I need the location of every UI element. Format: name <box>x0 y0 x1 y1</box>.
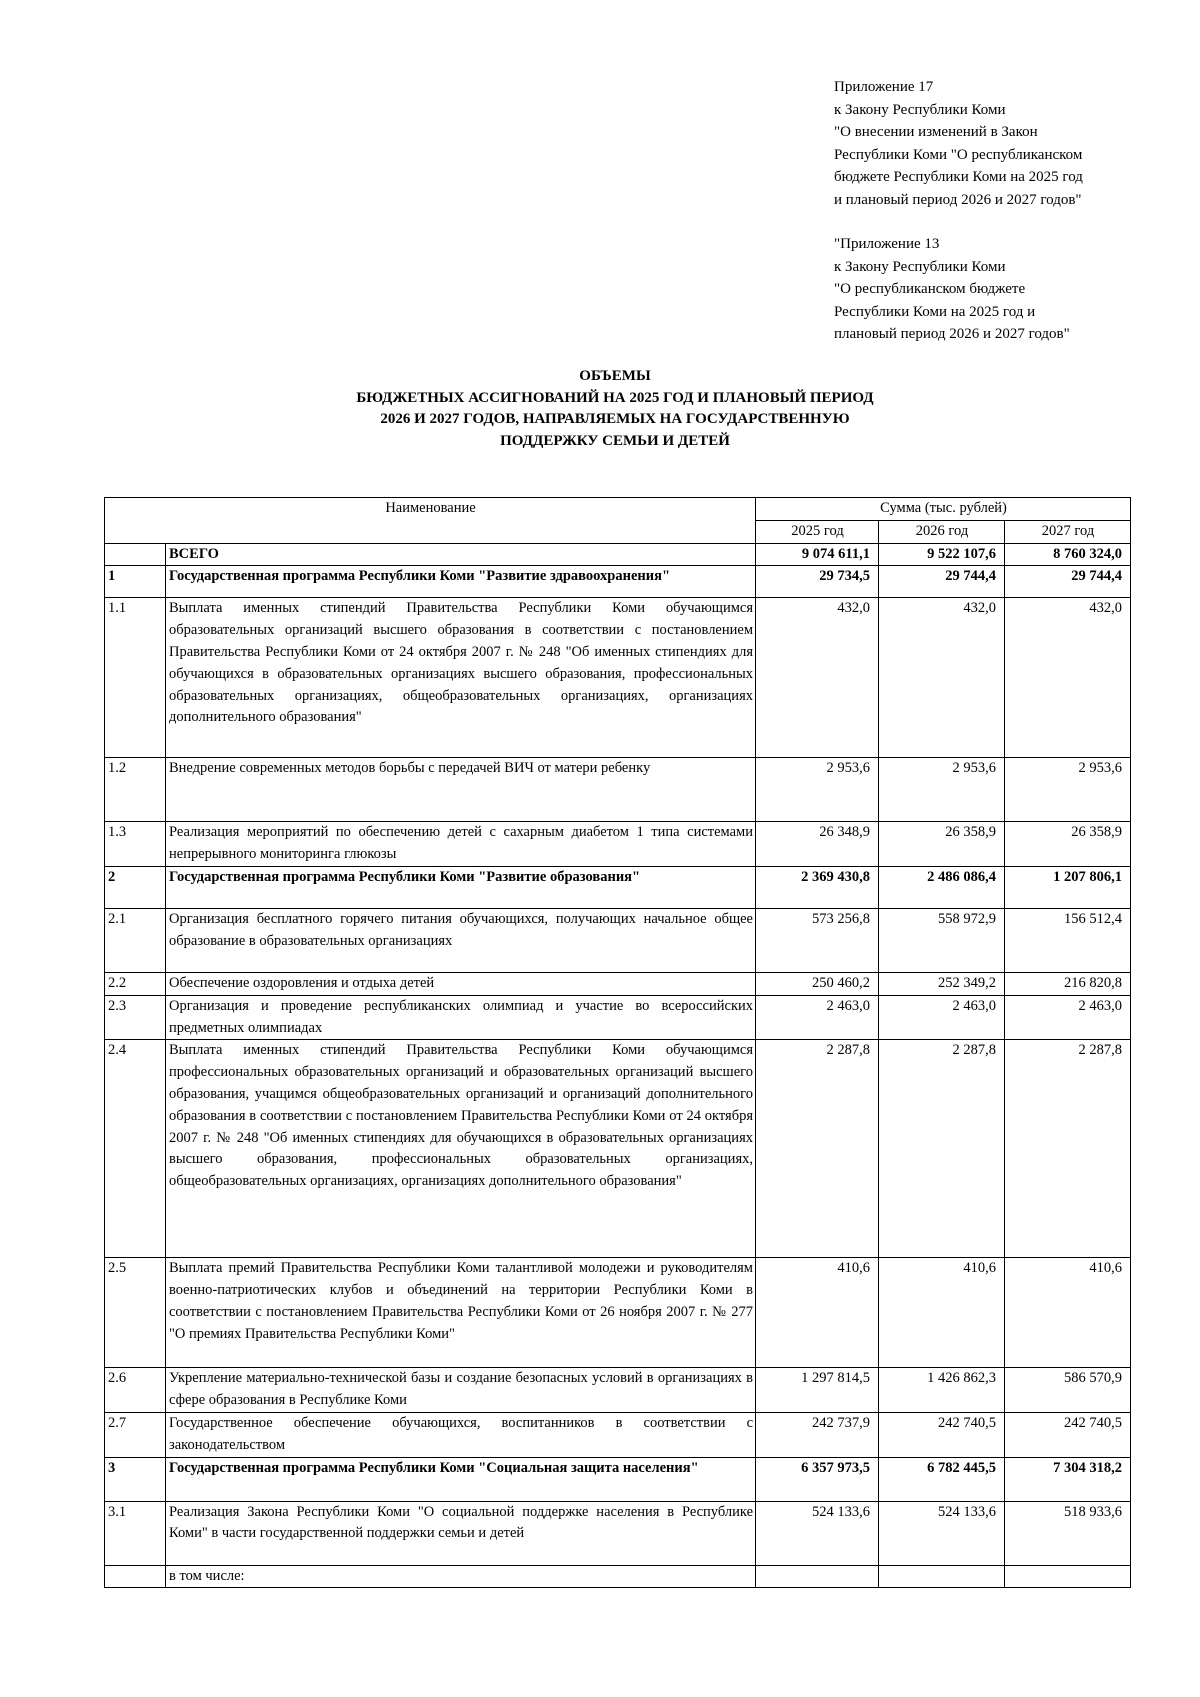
row-value-2027: 156 512,4 <box>1005 908 1131 972</box>
document-title <box>0 366 1200 452</box>
table-row <box>105 598 1131 758</box>
row-name-cell: Выплата именных стипендий Правительства Республики Коми обучающимся профессиональных образовательных организаций и образовательных организаций высшего образования, учащимся общеобразовательных организаций и организаций дополнительного образования в соответствии с постановлением Правительства Республики Коми от 24 октября 2007 г. № 248 "Об именных стипендиях для обучающихся в образовательных организациях высшего образования, профессиональных образовательных организациях, общеобразовательных организациях, организациях дополнительного образования" <box>166 1040 756 1258</box>
appendix-line: бюджете Республики Коми на 2025 год <box>834 169 1083 185</box>
header-year-2025: 2025 год <box>756 520 879 543</box>
table-row <box>105 866 1131 908</box>
row-value-2027: 2 287,8 <box>1005 1040 1131 1258</box>
row-value-2026: 1 426 862,3 <box>879 1368 1005 1413</box>
row-value-2027: 7 304 318,2 <box>1005 1457 1131 1501</box>
row-name-cell: Организация бесплатного горячего питания обучающихся, получающих начальное общее образование в образовательных организациях <box>166 908 756 972</box>
row-name-cell: ВСЕГО <box>166 543 756 566</box>
table-row <box>105 1565 1131 1588</box>
row-value-2025: 9 074 611,1 <box>756 543 879 566</box>
row-number-cell: 1.2 <box>105 758 166 822</box>
row-value-2027: 8 760 324,0 <box>1005 543 1131 566</box>
row-value-2027: 432,0 <box>1005 598 1131 758</box>
row-value-2025: 524 133,6 <box>756 1501 879 1565</box>
header-sum-cell: Сумма (тыс. рублей) <box>756 498 1131 521</box>
appendix-line: "О внесении изменений в Закон <box>834 124 1038 140</box>
row-value-2025: 432,0 <box>756 598 879 758</box>
row-name-cell: Государственная программа Республики Коми "Развитие здравоохранения" <box>166 566 756 598</box>
appendix-line: "Приложение 13 <box>834 236 940 252</box>
row-name-cell: Государственная программа Республики Коми "Развитие образования" <box>166 866 756 908</box>
table-row <box>105 972 1131 995</box>
row-value-2026: 252 349,2 <box>879 972 1005 995</box>
row-number-cell: 1 <box>105 566 166 598</box>
table-row <box>105 908 1131 972</box>
row-value-2026: 410,6 <box>879 1258 1005 1368</box>
title-line: БЮДЖЕТНЫХ АССИГНОВАНИЙ НА 2025 ГОД И ПЛАНОВЫЙ ПЕРИОД <box>356 389 874 406</box>
row-name-cell: Организация и проведение республиканских олимпиад и участие во всероссийских предметных олимпиадах <box>166 995 756 1040</box>
row-value-2025: 410,6 <box>756 1258 879 1368</box>
row-number-cell: 2.7 <box>105 1412 166 1457</box>
header-year-2026: 2026 год <box>879 520 1005 543</box>
row-value-2026: 2 463,0 <box>879 995 1005 1040</box>
appendix-line: "О республиканском бюджете <box>834 281 1026 297</box>
table-row <box>105 822 1131 867</box>
title-line: ПОДДЕРЖКУ СЕМЬИ И ДЕТЕЙ <box>500 432 730 449</box>
row-name-cell: Государственная программа Республики Коми "Социальная защита населения" <box>166 1457 756 1501</box>
row-number-cell <box>105 543 166 566</box>
table-header-row <box>105 498 1131 521</box>
row-value-2025: 29 734,5 <box>756 566 879 598</box>
row-number-cell: 1.1 <box>105 598 166 758</box>
appendix-line: и плановый период 2026 и 2027 годов" <box>834 191 1082 208</box>
row-value-2026: 26 358,9 <box>879 822 1005 867</box>
budget-table <box>104 497 1131 1588</box>
row-value-2025: 26 348,9 <box>756 822 879 867</box>
row-name-cell: Обеспечение оздоровления и отдыха детей <box>166 972 756 995</box>
row-value-2027: 216 820,8 <box>1005 972 1131 995</box>
row-name-cell: Выплата именных стипендий Правительства Республики Коми обучающимся образовательных организаций высшего образования в соответствии с постановлением Правительства Республики Коми от 24 октября 2007 г. № 248 "Об именных стипендиях для обучающихся в образовательных организациях высшего образования, профессиональных образовательных организациях, общеобразовательных организациях, организациях дополнительного образования" <box>166 598 756 758</box>
row-value-2027: 410,6 <box>1005 1258 1131 1368</box>
row-name-cell: Выплата премий Правительства Республики Коми талантливой молодежи и руководителям военно-патриотических клубов и объединений на территории Республики Коми в соответствии с постановлением Правительства Республики Коми от 26 ноября 2007 г. № 277 "О премиях Правительства Республики Коми" <box>166 1258 756 1368</box>
row-value-2025: 573 256,8 <box>756 908 879 972</box>
table-row <box>105 1258 1131 1368</box>
row-value-2026: 29 744,4 <box>879 566 1005 598</box>
row-number-cell: 2.3 <box>105 995 166 1040</box>
row-number-cell: 3.1 <box>105 1501 166 1565</box>
row-number-cell: 2.1 <box>105 908 166 972</box>
row-number-cell: 2.6 <box>105 1368 166 1413</box>
row-number-cell <box>105 1565 166 1588</box>
row-name-cell: Внедрение современных методов борьбы с передачей ВИЧ от матери ребенку <box>166 758 756 822</box>
appendix-note-primary <box>834 76 1174 211</box>
row-value-2026: 524 133,6 <box>879 1501 1005 1565</box>
row-value-2025: 2 463,0 <box>756 995 879 1040</box>
header-name-cell: Наименование <box>105 498 756 544</box>
row-value-2026: 6 782 445,5 <box>879 1457 1005 1501</box>
row-value-2025: 250 460,2 <box>756 972 879 995</box>
table-row <box>105 1501 1131 1565</box>
row-value-2027: 242 740,5 <box>1005 1412 1131 1457</box>
table-row <box>105 1368 1131 1413</box>
row-value-2025: 242 737,9 <box>756 1412 879 1457</box>
row-number-cell: 2 <box>105 866 166 908</box>
appendix-note-secondary <box>834 233 1174 346</box>
appendix-line: Республики Коми "О республиканском <box>834 146 1083 163</box>
appendix-line: Республики Коми на 2025 год и <box>834 303 1036 320</box>
row-number-cell: 2.2 <box>105 972 166 995</box>
row-name-cell: в том числе: <box>166 1565 756 1588</box>
row-value-2027: 26 358,9 <box>1005 822 1131 867</box>
row-value-2027: 2 953,6 <box>1005 758 1131 822</box>
row-value-2025: 2 287,8 <box>756 1040 879 1258</box>
title-line: ОБЪЕМЫ <box>579 368 651 384</box>
appendix-line: к Закону Республики Коми <box>834 101 1006 118</box>
row-number-cell: 2.4 <box>105 1040 166 1258</box>
row-value-2026: 432,0 <box>879 598 1005 758</box>
row-value-2026: 9 522 107,6 <box>879 543 1005 566</box>
row-value-2027: 586 570,9 <box>1005 1368 1131 1413</box>
row-value-2025: 1 297 814,5 <box>756 1368 879 1413</box>
row-value-2027: 1 207 806,1 <box>1005 866 1131 908</box>
appendix-line: плановый период 2026 и 2027 годов" <box>834 326 1070 342</box>
row-value-2026: 2 953,6 <box>879 758 1005 822</box>
row-value-2027: 2 463,0 <box>1005 995 1131 1040</box>
row-number-cell: 3 <box>105 1457 166 1501</box>
row-value-2026: 242 740,5 <box>879 1412 1005 1457</box>
row-value-2026: 2 486 086,4 <box>879 866 1005 908</box>
appendix-line: Приложение 17 <box>834 79 934 95</box>
table-row <box>105 543 1131 566</box>
row-number-cell: 2.5 <box>105 1258 166 1368</box>
row-value-2025 <box>756 1565 879 1588</box>
row-value-2026: 558 972,9 <box>879 908 1005 972</box>
row-name-cell: Реализация мероприятий по обеспечению детей с сахарным диабетом 1 типа системами непрерывного мониторинга глюкозы <box>166 822 756 867</box>
appendix-line: к Закону Республики Коми <box>834 258 1006 275</box>
row-name-cell: Государственное обеспечение обучающихся, воспитанников в соответствии с законодательством <box>166 1412 756 1457</box>
title-line: 2026 И 2027 ГОДОВ, НАПРАВЛЯЕМЫХ НА ГОСУДАРСТВЕННУЮ <box>380 411 850 427</box>
row-name-cell: Реализация Закона Республики Коми "О социальной поддержке населения в Республике Коми" в части государственной поддержки семьи и детей <box>166 1501 756 1565</box>
header-year-2027: 2027 год <box>1005 520 1131 543</box>
row-value-2027: 29 744,4 <box>1005 566 1131 598</box>
table-row <box>105 566 1131 598</box>
row-value-2025: 6 357 973,5 <box>756 1457 879 1501</box>
row-number-cell: 1.3 <box>105 822 166 867</box>
row-value-2027 <box>1005 1565 1131 1588</box>
row-value-2026 <box>879 1565 1005 1588</box>
table-row <box>105 1040 1131 1258</box>
row-value-2027: 518 933,6 <box>1005 1501 1131 1565</box>
table-row <box>105 1412 1131 1457</box>
row-value-2026: 2 287,8 <box>879 1040 1005 1258</box>
table-row <box>105 758 1131 822</box>
row-value-2025: 2 369 430,8 <box>756 866 879 908</box>
table-row <box>105 995 1131 1040</box>
row-name-cell: Укрепление материально-технической базы и создание безопасных условий в организациях в сфере образования в Республике Коми <box>166 1368 756 1413</box>
table-row <box>105 1457 1131 1501</box>
row-value-2025: 2 953,6 <box>756 758 879 822</box>
